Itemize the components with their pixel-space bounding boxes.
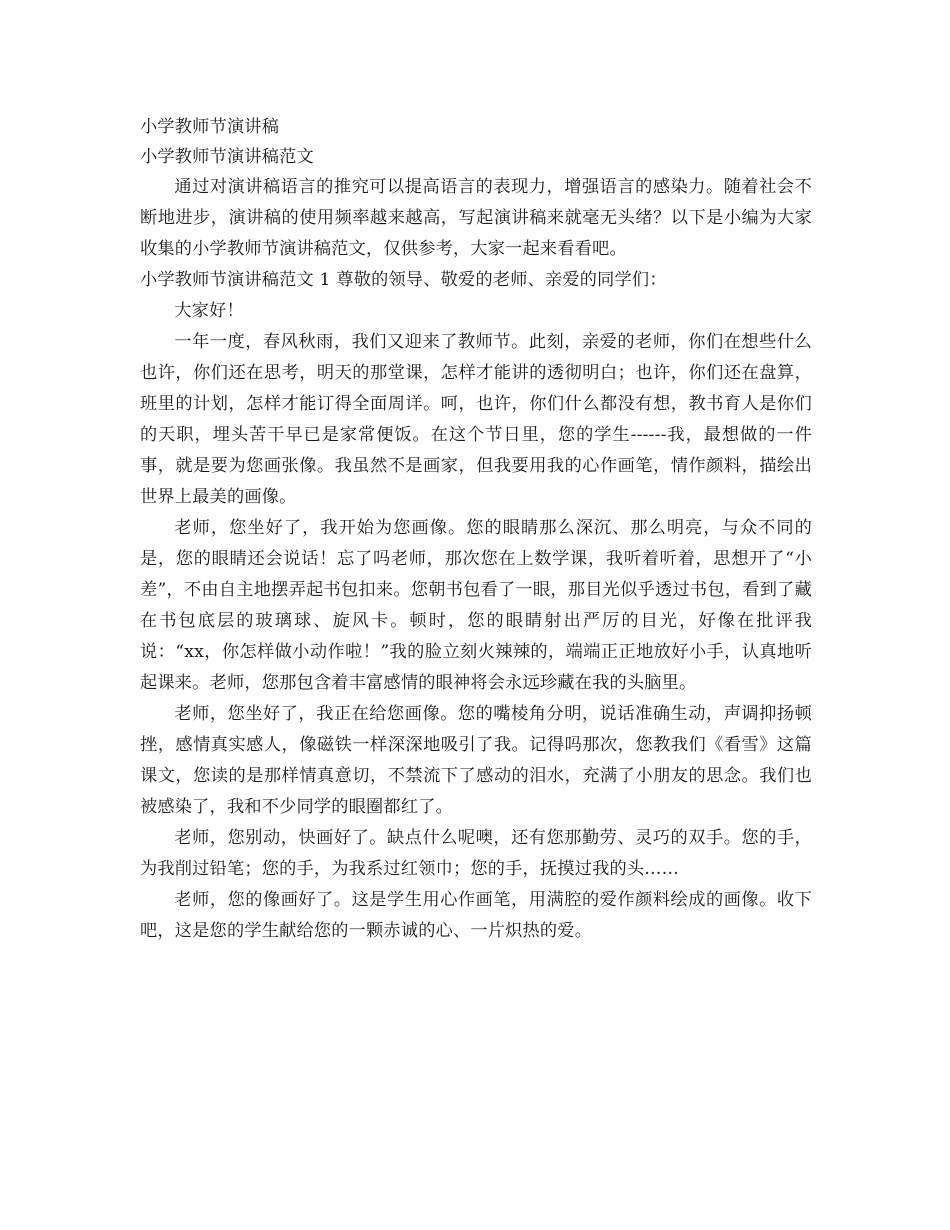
document-subtitle: 小学教师节演讲稿范文 [140,147,314,167]
section-heading: 小学教师节演讲稿范文 1 尊敬的领导、敬爱的老师、亲爱的同学们： [140,270,667,290]
body-paragraph-3: 老师，您坐好了，我正在给您画像。您的嘴棱角分明，说话准确生动，声调抑扬顿挫，感情真实感人，像磁铁一样深深地吸引了我。记得吗那次，您教我们《看雪》这篇课文，您读的是那样情真意切，不禁流下了感动的泪水，充满了小朋友的思念。我们也被感染了，我和不少同学的眼圈都红了。 [140,704,812,817]
greeting-paragraph: 大家好！ [174,301,244,321]
intro-paragraph: 通过对演讲稿语言的推究可以提高语言的表现力，增强语言的感染力。随着社会不断地进步，演讲稿的使用频率越来越高，写起演讲稿来就毫无头绪？以下是小编为大家收集的小学教师节演讲稿范文，仅供参考，大家一起来看看吧。 [140,177,812,259]
document-title: 小学教师节演讲稿 [140,117,280,137]
body-paragraph-4: 老师，您别动，快画好了。缺点什么呢噢，还有您那勤劳、灵巧的双手。您的手，为我削过铅笔；您的手，为我系过红领巾；您的手，抚摸过我的头…… [140,828,812,879]
body-paragraph-1: 一年一度，春风秋雨，我们又迎来了教师节。此刻，亲爱的老师，你们在想些什么也许，你们还在思考，明天的那堂课，怎样才能讲的透彻明白；也许，你们还在盘算，班里的计划，怎样才能订得全面周详。呵，也许，你们什么都没有想，教书育人是你们的天职，埋头苦干早已是家常便饭。在这个节日里，您的学生------我，最想做的一件事，就是要为您画张像。我虽然不是画家，但我要用我的心作画笔，情作颜料，描绘出世界上最美的画像。 [140,332,812,507]
document-page [140,112,812,947]
body-paragraph-2: 老师，您坐好了，我开始为您画像。您的眼睛那么深沉、那么明亮，与众不同的是，您的眼睛还会说话！忘了吗老师，那次您在上数学课，我听着听着，思想开了“小差”，不由自主地摆弄起书包扣来。您朝书包看了一眼，那目光似乎透过书包，看到了藏在书包底层的玻璃球、旋风卡。顿时，您的眼睛射出严厉的目光，好像在批评我说：“xx，你怎样做小动作啦！”我的脸立刻火辣辣的，端端正正地放好小手，认真地听起课来。老师，您那包含着丰富感情的眼神将会永远珍藏在我的头脑里。 [140,518,812,693]
body-paragraph-5: 老师，您的像画好了。这是学生用心作画笔，用满腔的爱作颜料绘成的画像。收下吧，这是您的学生献给您的一颗赤诚的心、一片炽热的爱。 [140,890,812,941]
